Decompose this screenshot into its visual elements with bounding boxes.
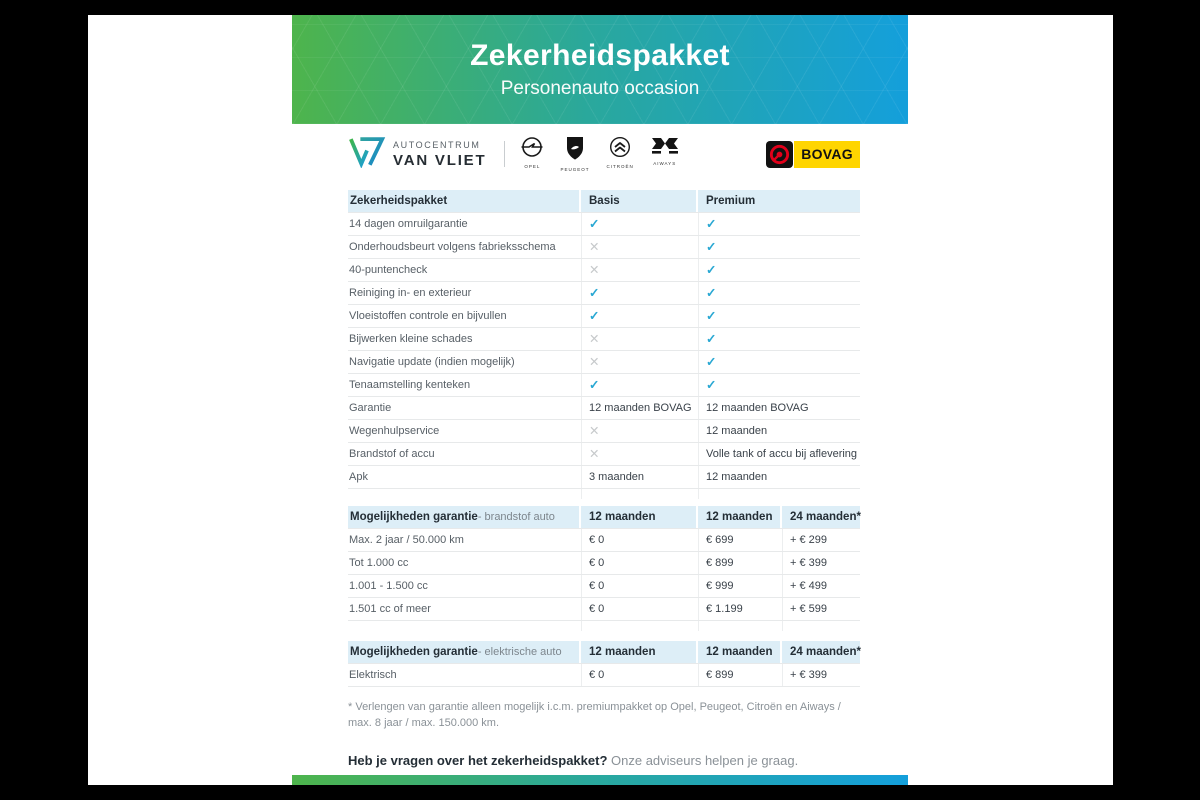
row-label: 40-puntencheck (349, 264, 428, 276)
cell-value: 12 maanden BOVAG (589, 402, 692, 414)
package-table-body (348, 213, 860, 489)
row-label: Max. 2 jaar / 50.000 km (349, 534, 464, 546)
cell-value: € 699 (706, 534, 734, 546)
table-row (348, 374, 860, 397)
warranty-electric-header (348, 641, 860, 664)
check-icon: ✓ (589, 308, 600, 323)
package-table (348, 190, 860, 499)
table-row (348, 259, 860, 282)
table-row (348, 305, 860, 328)
column-12-maanden: 12 maanden (589, 646, 656, 658)
document-page (88, 15, 1113, 785)
cell-value: + € 399 (790, 669, 828, 681)
cell-value: + € 499 (790, 580, 828, 592)
warranty-electric-body (348, 664, 860, 687)
table-row (348, 213, 860, 236)
brand-aiways (651, 136, 679, 167)
warranty-fuel-table (348, 506, 860, 631)
row-label: 14 dagen omruilgarantie (349, 218, 468, 230)
table-spacer-row (348, 621, 860, 631)
dealer-name-main: VAN VLIET (393, 151, 487, 169)
cell-value: + € 399 (790, 557, 828, 569)
cross-icon: ✕ (589, 262, 600, 277)
brand-peugeot (560, 136, 589, 173)
check-icon: ✓ (706, 354, 717, 369)
check-icon: ✓ (706, 285, 717, 300)
footer-gradient-bar (292, 775, 908, 785)
bovag-label: BOVAG (801, 146, 853, 162)
row-label: 1.501 cc of meer (349, 603, 431, 615)
aiways-logo-icon (651, 136, 679, 160)
cell-value: 12 maanden (706, 471, 768, 483)
table-row (348, 397, 860, 420)
column-premium: Premium (706, 195, 756, 207)
dealer-name-top: AUTOCENTRUM (393, 139, 481, 150)
row-label: Wegenhulpservice (349, 425, 440, 437)
citroen-logo-icon (609, 136, 631, 163)
bovag-label-box (794, 141, 860, 168)
check-icon: ✓ (706, 239, 717, 254)
bovag-wheel-icon (766, 141, 793, 168)
warranty-electric-table (348, 641, 860, 687)
package-table-header (348, 190, 860, 213)
warranty-fuel-title: Mogelijkheden garantie (350, 511, 478, 523)
page-subtitle: Personenauto occasion (500, 77, 700, 99)
column-24-maanden: 24 maanden* (790, 511, 861, 523)
row-label: Elektrisch (349, 669, 397, 681)
table-row (348, 598, 860, 621)
table-row (348, 282, 860, 305)
cell-value: + € 299 (790, 534, 828, 546)
check-icon: ✓ (706, 216, 717, 231)
cross-icon: ✕ (589, 423, 600, 438)
brand-label: AIWAYS (653, 160, 677, 166)
row-label: Reiniging in- en exterieur (349, 287, 472, 299)
brand-label: PEUGEOT (560, 166, 590, 172)
check-icon: ✓ (589, 216, 600, 231)
dealer-logo (348, 135, 486, 173)
cell-value: € 899 (706, 669, 734, 681)
branding-row (348, 133, 860, 175)
table-row (348, 575, 860, 598)
cell-value: Volle tank of accu bij aflevering (706, 448, 858, 460)
brand-label: CITROËN (606, 163, 634, 169)
tables-area (348, 190, 860, 768)
row-label: Vloeistoffen controle en bijvullen (349, 310, 507, 322)
cross-icon: ✕ (589, 446, 600, 461)
question-line (348, 753, 860, 768)
column-12-maanden: 12 maanden (706, 511, 773, 523)
row-label: Brandstof of accu (349, 448, 435, 460)
table-row (348, 420, 860, 443)
package-table-title: Zekerheidspakket (350, 195, 448, 207)
column-24-maanden: 24 maanden* (790, 646, 861, 658)
warranty-fuel-subtitle: - brandstof auto (477, 511, 555, 523)
column-12-maanden: 12 maanden (589, 511, 656, 523)
check-icon: ✓ (706, 377, 717, 392)
row-label: Bijwerken kleine schades (349, 333, 473, 345)
row-label: Navigatie update (indien mogelijk) (349, 356, 515, 368)
peugeot-logo-icon (565, 136, 585, 166)
row-label: 1.001 - 1.500 cc (349, 580, 428, 592)
check-icon: ✓ (706, 308, 717, 323)
page-title: Zekerheidspakket (470, 38, 730, 72)
footnote: * Verlengen van garantie alleen mogelijk i.c.m. premiumpakket op Opel, Peugeot, Citroën en Aiways / max. 8 jaar / max. 150.000 km. (348, 701, 841, 729)
warranty-electric-subtitle: - elektrische auto (477, 646, 562, 658)
table-row (348, 466, 860, 489)
table-row (348, 351, 860, 374)
cell-value: € 0 (589, 534, 605, 546)
warranty-electric-title: Mogelijkheden garantie (350, 646, 478, 658)
cell-value: € 0 (589, 580, 605, 592)
column-12-maanden: 12 maanden (706, 646, 773, 658)
table-row (348, 552, 860, 575)
question-bold: Heb je vragen over het zekerheidspakket? (348, 753, 608, 768)
opel-logo-icon (521, 136, 543, 163)
table-spacer-row (348, 489, 860, 499)
brand-opel (521, 136, 543, 170)
van-vliet-v7-icon (348, 135, 386, 173)
check-icon: ✓ (706, 331, 717, 346)
question-regular: Onze adviseurs helpen je graag. (611, 753, 799, 768)
brand-label: OPEL (524, 163, 541, 169)
cell-value: + € 599 (790, 603, 828, 615)
cell-value: € 999 (706, 580, 734, 592)
cell-value: 12 maanden BOVAG (706, 402, 809, 414)
table-row (348, 328, 860, 351)
row-label: Apk (349, 471, 368, 483)
table-row (348, 443, 860, 466)
cell-value: € 1.199 (706, 603, 743, 615)
cell-value: € 0 (589, 669, 605, 681)
table-row (348, 529, 860, 552)
brand-logos (521, 136, 678, 173)
cell-value: € 0 (589, 603, 605, 615)
cell-value: 3 maanden (589, 471, 645, 483)
cross-icon: ✕ (589, 331, 600, 346)
row-label: Tot 1.000 cc (349, 557, 409, 569)
column-basis: Basis (589, 195, 620, 207)
row-label: Garantie (349, 402, 392, 414)
warranty-fuel-header (348, 506, 860, 529)
row-label: Onderhoudsbeurt volgens fabrieksschema (349, 241, 556, 253)
vertical-divider (504, 141, 505, 167)
check-icon: ✓ (589, 285, 600, 300)
brand-citroen (606, 136, 633, 170)
header-banner (292, 15, 908, 124)
table-row (348, 664, 860, 687)
check-icon: ✓ (706, 262, 717, 277)
cell-value: 12 maanden (706, 425, 768, 437)
cross-icon: ✕ (589, 239, 600, 254)
cross-icon: ✕ (589, 354, 600, 369)
cell-value: € 899 (706, 557, 734, 569)
row-label: Tenaamstelling kenteken (349, 379, 471, 391)
bovag-badge (766, 141, 860, 168)
check-icon: ✓ (589, 377, 600, 392)
table-row (348, 236, 860, 259)
warranty-fuel-body (348, 529, 860, 621)
cell-value: € 0 (589, 557, 605, 569)
dealer-name (393, 141, 486, 168)
